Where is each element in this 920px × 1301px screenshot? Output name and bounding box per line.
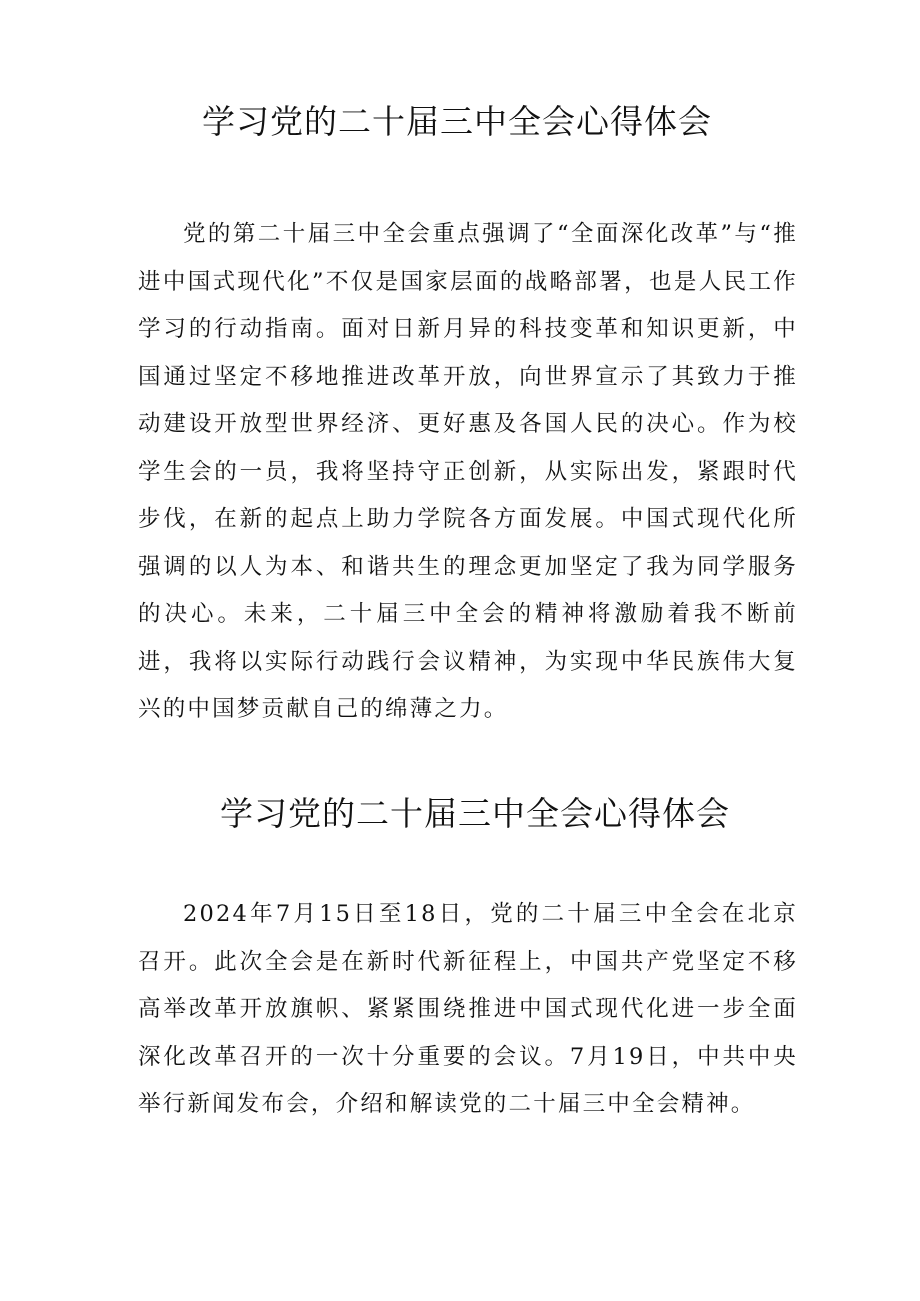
essay-paragraph-1: 党的第二十届三中全会重点强调了“全面深化改革”与“推进中国式现代化”不仅是国家层面的战略部署，也是人民工作学习的行动指南。面对日新月异的科技变革和知识更新，中国通过坚定不移地推进改革开放，向世界宣示了其致力于推动建设开放型世界经济、更好惠及各国人民的决心。作为校学生会的一员，我将坚持守正创新，从实际出发，紧跟时代步伐，在新的起点上助力学院各方面发展。中国式现代化所强调的以人为本、和谐共生的理念更加坚定了我为同学服务的决心。未来，二十届三中全会的精神将激励着我不断前进，我将以实际行动践行会议精神，为实现中华民族伟大复兴的中国梦贡献自己的绵薄之力。 [138,221,798,722]
essay-title-2: 学习党的二十届三中全会心得体会 [220,794,730,833]
essay-title-1: 学习党的二十届三中全会心得体会 [202,102,712,141]
essay-section-1 [138,98,798,734]
essay-paragraph-2: 2024年7月15日至18日，党的二十届三中全会在北京召开。此次全会是在新时代新征程上，中国共产党坚定不移高举改革开放旗帜、紧紧围绕推进中国式现代化进一步全面深化改革召开的一次十分重要的会议。7月19日，中共中央举行新闻发布会，介绍和解读党的二十届三中全会精神。 [138,901,798,1117]
essay-section-2 [138,790,798,1129]
